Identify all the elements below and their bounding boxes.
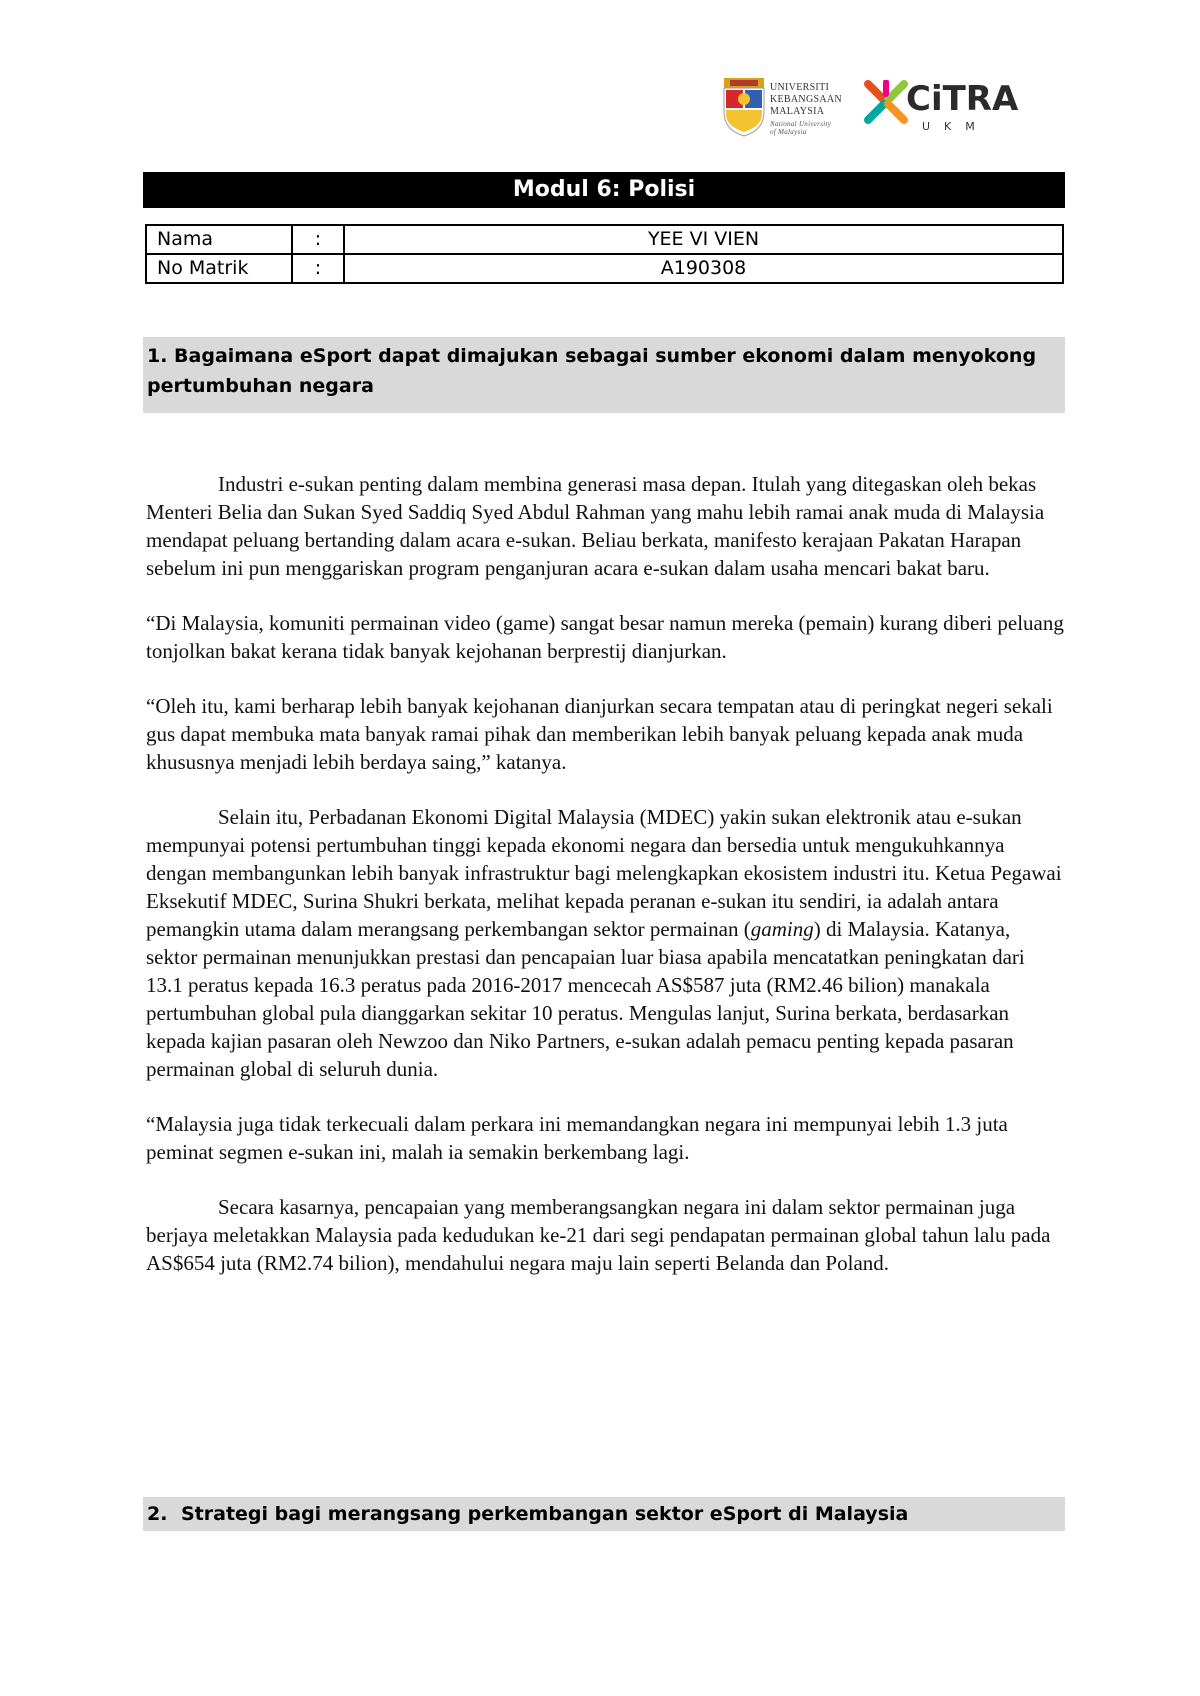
section-2-heading <box>143 1497 1065 1531</box>
citra-subtitle: UKM <box>922 120 989 133</box>
citra-mark-icon <box>864 80 908 124</box>
module-title: Modul 6: Polisi <box>143 172 1065 208</box>
name-separator: : <box>292 225 344 254</box>
name-row <box>146 225 1063 254</box>
paragraph-4 <box>146 803 1064 1083</box>
paragraph-2: “Di Malaysia, komuniti permainan video (game) sangat besar namun mereka (pemain) kurang diberi peluang tonjolkan bakat kerana tidak banyak kejohanan berprestij dianjurkan. <box>146 611 1064 663</box>
paragraph-4-part-a: Selain itu, Perbadanan Ekonomi Digital Malaysia (MDEC) yakin sukan elektronik atau e-sukan mempunyai potensi pertumbuhan tinggi kepada ekonomi negara dan bersedia untuk mengukuhkannya dengan membangunkan lebih banyak infrastruktur bagi melengkapkan ekosistem industri itu. Ketua Pegawai Eksekutif MDEC, Surina Shukri berkata, melihat kepada peranan e-sukan itu sendiri, ia adalah antara pemangkin utama dalam merangsang perkembangan sektor permainan ( <box>146 805 1062 941</box>
paragraph-1: Industri e-sukan penting dalam membina generasi masa depan. Itulah yang ditegaskan oleh bekas Menteri Belia dan Sukan Syed Saddiq Syed Abdul Rahman yang mahu lebih ramai anak muda di Malaysia mendapat peluang bertanding dalam acara e-sukan. Beliau berkata, manifesto kerajaan Pakatan Harapan sebelum ini pun menggariskan program penganjuran acara e-sukan dalam usaha mencari bakat baru. <box>146 472 1045 580</box>
ukm-subtitle-line-2: of Malaysia <box>770 128 807 136</box>
ukm-subtitle <box>770 120 842 136</box>
header-logos <box>722 76 1019 142</box>
matric-label: No Matrik <box>146 254 292 283</box>
ukm-name-line-2: KEBANGSAAN <box>770 94 842 105</box>
section-1-heading: 1. Bagaimana eSport dapat dimajukan sebagai sumber ekonomi dalam menyokong pertumbuhan negara <box>143 337 1065 413</box>
citra-wordmark: CiTRA <box>906 79 1019 119</box>
name-value: YEE VI VIEN <box>344 225 1063 254</box>
section-2-title: Strategi bagi merangsang perkembangan sektor eSport di Malaysia <box>181 1503 909 1525</box>
ukm-logo <box>722 76 840 142</box>
student-info-table <box>145 224 1064 284</box>
ukm-subtitle-line-1: National University <box>770 120 832 128</box>
section-1-body <box>146 470 1064 1304</box>
ukm-crest-icon <box>722 76 766 138</box>
matric-separator: : <box>292 254 344 283</box>
ukm-name-line-1: UNIVERSITI <box>770 82 830 93</box>
ukm-name-line-3: MALAYSIA <box>770 106 825 117</box>
paragraph-4-part-b: ) di Malaysia. Katanya, sektor permainan menunjukkan prestasi dan pencapaian luar biasa apabila mencatatkan peningkatan dari 13.1 peratus kepada 16.3 peratus pada 2016-2017 mencecah AS$587 juta (RM2.46 bilion) manakala pertumbuhan global pula dianggarkan sekitar 10 peratus. Mengulas lanjut, Surina berkata, berdasarkan kepada kajian pasaran oleh Newzoo dan Niko Partners, e-sukan adalah pemacu penting kepada pasaran permainan global di seluruh dunia. <box>146 917 1025 1081</box>
matric-row <box>146 254 1063 283</box>
citra-logo <box>864 76 1019 142</box>
paragraph-3: “Oleh itu, kami berharap lebih banyak kejohanan dianjurkan secara tempatan atau di peringkat negeri sekali gus dapat membuka mata banyak ramai pihak dan memberikan lebih banyak peluang kepada anak muda khususnya menjadi lebih berdaya saing,” katanya. <box>146 694 1053 774</box>
paragraph-6: Secara kasarnya, pencapaian yang memberangsangkan negara ini dalam sektor permainan juga berjaya meletakkan Malaysia pada kedudukan ke-21 dari segi pendapatan permainan global tahun lalu pada AS$654 juta (RM2.74 bilion), mendahului negara maju lain seperti Belanda dan Poland. <box>146 1195 1051 1275</box>
ukm-wordmark <box>770 82 842 136</box>
name-label: Nama <box>146 225 292 254</box>
section-2-number: 2. <box>147 1503 168 1525</box>
paragraph-5: “Malaysia juga tidak terkecuali dalam perkara ini memandangkan negara ini mempunyai lebih 1.3 juta peminat segmen e-sukan ini, malah ia semakin berkembang lagi. <box>146 1112 1008 1164</box>
paragraph-4-italic: gaming <box>750 917 814 941</box>
matric-value: A190308 <box>344 254 1063 283</box>
